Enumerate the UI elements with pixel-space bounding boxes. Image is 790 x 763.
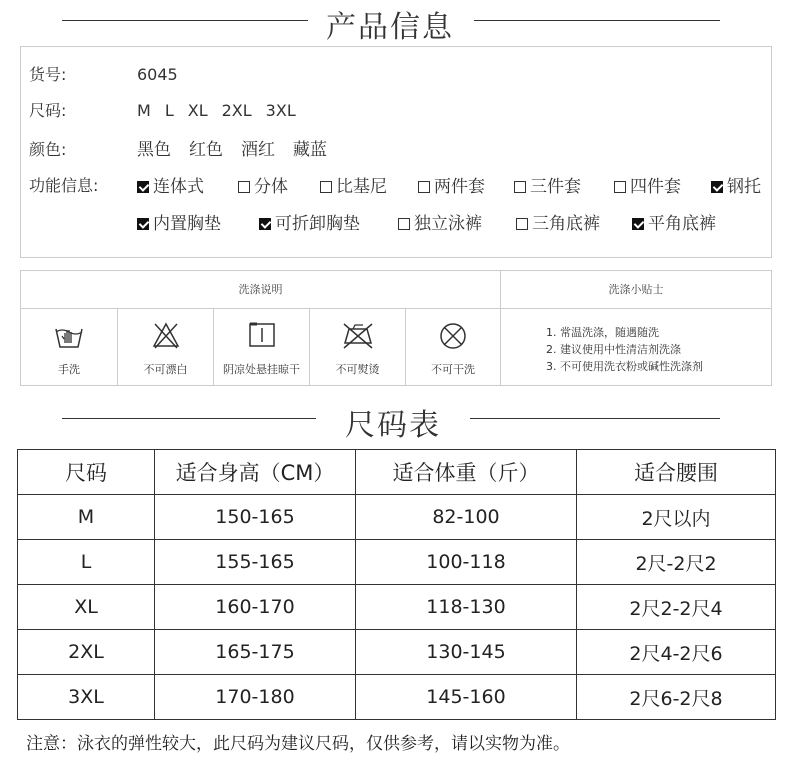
table-cell: 2尺2-2尺4	[577, 585, 776, 630]
wash-tips-list	[546, 324, 703, 375]
feature-item	[137, 209, 221, 234]
table-cell: 2尺4-2尺6	[577, 630, 776, 675]
feature-label-text: 内置胸垫	[153, 214, 221, 234]
color-option: 酒红	[241, 140, 275, 160]
feature-item	[418, 172, 485, 197]
table-cell: 82-100	[356, 495, 577, 540]
size-values	[137, 101, 310, 120]
color-option: 红色	[189, 140, 223, 160]
feature-item	[259, 209, 360, 234]
table-cell: 100-118	[356, 540, 577, 585]
checkbox-icon	[711, 181, 723, 193]
feature-label-text: 四件套	[630, 177, 681, 197]
feature-label-text: 三角底裤	[532, 214, 600, 234]
feature-item	[516, 209, 600, 234]
wash-tip: 3. 不可使用洗衣粉或碱性洗涤剂	[546, 360, 703, 373]
feature-label-text: 比基尼	[336, 177, 387, 197]
wash-item-label: 不可干洗	[431, 363, 475, 376]
feature-item	[137, 172, 204, 197]
checkbox-icon	[632, 218, 644, 230]
wash-tip: 2. 建议使用中性清洁剂洗涤	[546, 343, 681, 356]
title-divider-left	[62, 20, 308, 21]
checkbox-icon	[137, 181, 149, 193]
table-row	[18, 675, 776, 720]
feature-label-text: 分体	[254, 177, 288, 197]
table-cell: 145-160	[356, 675, 577, 720]
table-header-row	[18, 450, 776, 495]
size-option: 3XL	[265, 101, 296, 120]
table-cell: M	[18, 495, 155, 540]
size-note: 注意：泳衣的弹性较大，此尺码为建议尺码，仅供参考，请以实物为准。	[26, 734, 570, 754]
sku-label: 货号:	[29, 65, 67, 84]
feature-item	[238, 172, 288, 197]
table-header-cell: 适合腰围	[577, 450, 776, 495]
feature-item	[398, 209, 482, 234]
color-row	[29, 135, 341, 160]
table-row	[18, 495, 776, 540]
wash-item-label: 阴凉处悬挂晾干	[223, 363, 300, 376]
feature-item	[514, 172, 581, 197]
title-divider-left	[62, 418, 316, 419]
table-header-cell: 尺码	[18, 450, 155, 495]
table-row	[18, 630, 776, 675]
color-option: 黑色	[137, 140, 171, 160]
checkbox-icon	[238, 181, 250, 193]
size-row	[29, 98, 310, 121]
wash-item-label: 手洗	[58, 363, 80, 376]
table-cell: 2尺6-2尺8	[577, 675, 776, 720]
feature-item	[632, 209, 716, 234]
wash-tip: 1. 常温洗涤，随遇随洗	[546, 326, 659, 339]
feature-label-text: 平角底裤	[648, 214, 716, 234]
wash-item-label: 不可漂白	[143, 363, 188, 376]
color-values	[137, 140, 341, 160]
size-option: XL	[187, 101, 208, 120]
wash-item	[310, 309, 406, 385]
checkbox-icon	[320, 181, 332, 193]
title-divider-right	[474, 20, 720, 21]
table-cell: 2尺以内	[577, 495, 776, 540]
checkbox-icon	[398, 218, 410, 230]
feature-label: 功能信息:	[29, 176, 99, 195]
feature-item	[614, 172, 681, 197]
table-header-cell: 适合身高（CM）	[155, 450, 356, 495]
wash-panel	[20, 270, 772, 386]
wash-instructions-header: 洗涤说明	[21, 271, 501, 309]
hand-wash-icon	[53, 321, 85, 351]
title-divider-right	[470, 418, 720, 419]
feature-label-text: 两件套	[434, 177, 485, 197]
feature-label-text: 连体式	[153, 177, 204, 197]
checkbox-icon	[614, 181, 626, 193]
checkbox-icon	[137, 218, 149, 230]
checkbox-icon	[259, 218, 271, 230]
wash-item	[406, 309, 501, 385]
feature-label-text: 独立泳裤	[414, 214, 482, 234]
size-label: 尺码:	[29, 101, 67, 120]
no-iron-icon	[341, 321, 375, 349]
product-info-title: 产品信息	[326, 10, 454, 45]
size-option: L	[164, 101, 174, 120]
table-cell: 2尺-2尺2	[577, 540, 776, 585]
wash-item	[118, 309, 214, 385]
size-option: M	[137, 101, 151, 120]
checkbox-icon	[418, 181, 430, 193]
feature-item	[320, 172, 387, 197]
sku-row	[29, 62, 178, 85]
table-cell: L	[18, 540, 155, 585]
checkbox-icon	[516, 218, 528, 230]
table-cell: 160-170	[155, 585, 356, 630]
table-cell: 150-165	[155, 495, 356, 540]
no-dry-clean-icon	[438, 321, 468, 351]
product-info-panel	[20, 46, 772, 258]
sku-value: 6045	[137, 65, 178, 84]
size-table	[17, 449, 776, 720]
table-header-cell: 适合体重（斤）	[356, 450, 577, 495]
size-option: 2XL	[221, 101, 252, 120]
checkbox-icon	[514, 181, 526, 193]
wash-tips-header: 洗涤小贴士	[501, 271, 771, 309]
table-cell: 118-130	[356, 585, 577, 630]
table-cell: 165-175	[155, 630, 356, 675]
hang-dry-shade-icon	[247, 321, 277, 349]
table-row	[18, 585, 776, 630]
feature-label-text: 可折卸胸垫	[275, 214, 360, 234]
no-bleach-icon	[151, 321, 181, 349]
feature-label-text: 三件套	[530, 177, 581, 197]
wash-item	[214, 309, 310, 385]
table-cell: 130-145	[356, 630, 577, 675]
table-row	[18, 540, 776, 585]
table-cell: 170-180	[155, 675, 356, 720]
color-option: 藏蓝	[293, 140, 327, 160]
color-label: 颜色:	[29, 140, 67, 159]
feature-item	[711, 172, 761, 197]
table-cell: 2XL	[18, 630, 155, 675]
wash-item-label: 不可熨烫	[335, 363, 380, 376]
table-cell: 3XL	[18, 675, 155, 720]
wash-item	[21, 309, 118, 385]
size-chart-title: 尺码表	[345, 408, 441, 443]
feature-label-text: 钢托	[727, 177, 761, 197]
table-cell: XL	[18, 585, 155, 630]
table-cell: 155-165	[155, 540, 356, 585]
